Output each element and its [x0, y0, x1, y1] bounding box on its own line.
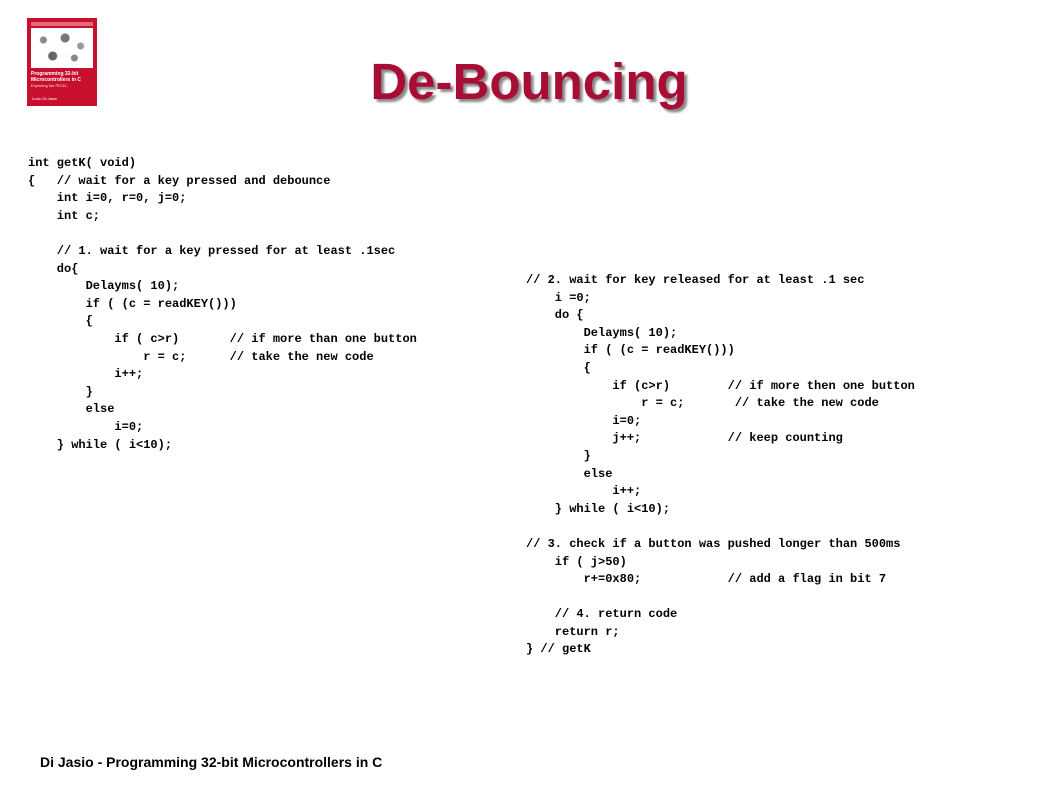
code-block-right: // 2. wait for key released for at least .1 sec i =0; do { Delayms( 10); if ( (c = readKEY())) { if (c>r) // if more then one button r = c; // take the new code i=0; j++; // keep counting } else i++; } while ( i<10); // 3. check if a button was pushed longer than 500ms if ( j>50) r+=0x80; // add a flag in bit 7 // 4. return code return r; } // getK: [526, 273, 915, 657]
cover-top-strip: [31, 22, 93, 26]
cover-subtitle: Exploring the PIC32: [31, 83, 67, 88]
slide-title: De-Bouncing: [370, 53, 688, 110]
cover-author: Lucio Di Jasio: [32, 96, 57, 101]
slide-footer: Di Jasio - Programming 32-bit Microcontrollers in C: [40, 754, 383, 770]
code-block-left: int getK( void) { // wait for a key pressed and debounce int i=0, r=0, j=0; int c; // 1. wait for a key pressed for at least .1sec do{ Delayms( 10); if ( (c = readKEY())) { if ( c>r) // if more than one button r = c; // take the new code i++; } else i=0; } while ( i<10);: [28, 156, 417, 452]
cover-title: Programming 32-bit Microcontrollers in C: [31, 71, 82, 83]
